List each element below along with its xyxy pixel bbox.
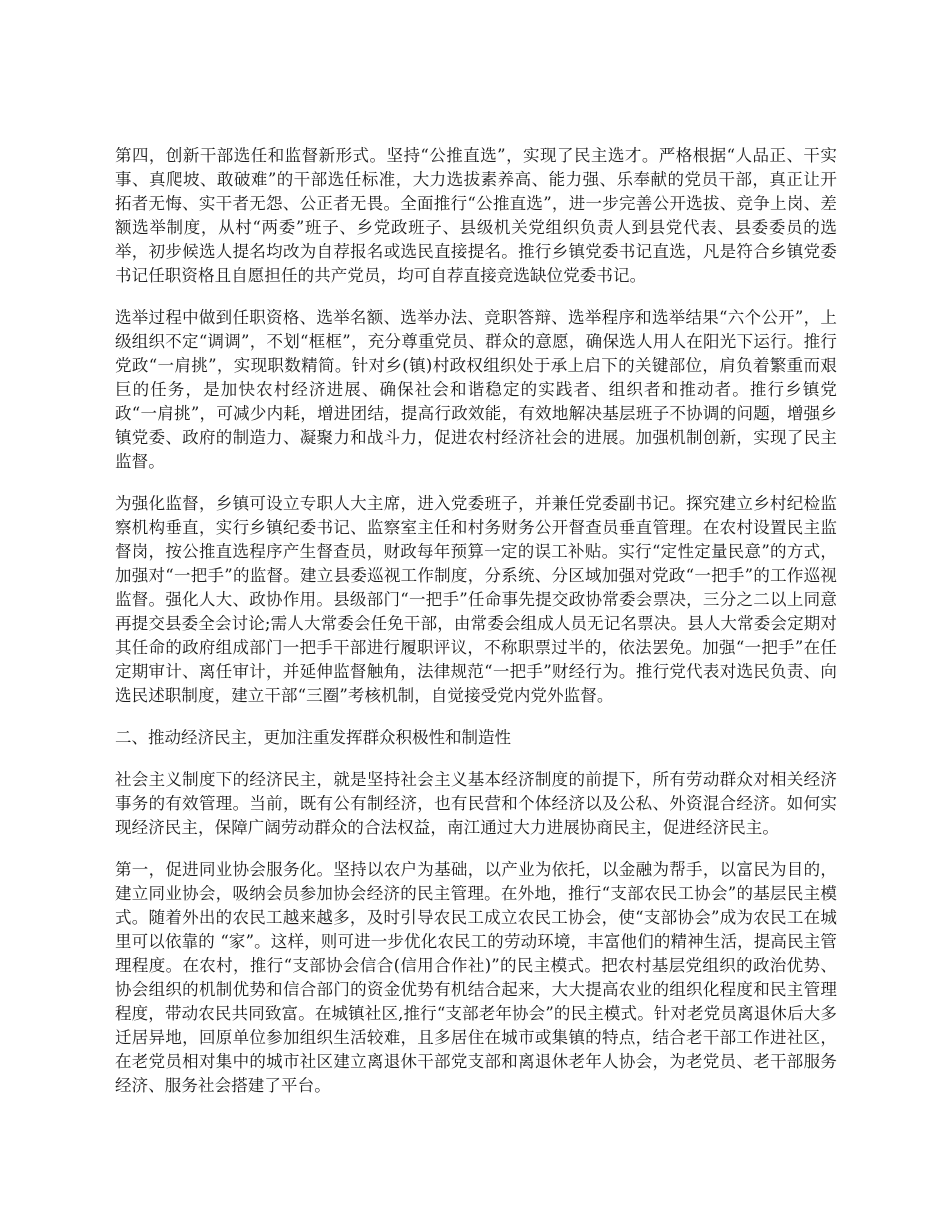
paragraph-election-process: 选举过程中做到任职资格、选举名额、选举办法、竞职答辩、选举程序和选举结果“六个公开”，上级组织不定“调调”，不划“框框”，充分尊重党员、群众的意愿，确保选人用人在阳光下运行。推行党政“一肩挑”，实现职数精简。针对乡(镇)村政权组织处于承上启下的关键部位，肩负着繁重而艰巨的任务，是加快农村经济进展、确保社会和谐稳定的实践者、组织者和推动者。推行乡镇党政“一肩挑”，可减少内耗，增进团结，提高行政效能，有效地解决基层班子不协调的问题，增强乡镇党委、政府的制造力、凝聚力和战斗力，促进农村经济社会的进展。加强机制创新，实现了民主监督。 [115,308,837,471]
paragraph-supervision: 为强化监督，乡镇可设立专职人大主席，进入党委班子，并兼任党委副书记。探究建立乡村纪检监察机构垂直，实行乡镇纪委书记、监察室主任和村务财务公开督查员垂直管理。在农村设置民主监督岗，按公推直选程序产生督查员，财政每年预算一定的误工补贴。实行“定性定量民意”的方式，加强对“一把手”的监督。建立县委巡视工作制度，分系统、分区域加强对党政“一把手”的工作巡视监督。强化人大、政协作用。县级部门“一把手”任命事先提交政协常委会票决，三分之二以上同意再提交县委全会讨论;需人大常委会任免干部，由常委会组成人员无记名票决。县人大常委会定期对其任命的政府组成部门一把手干部进行履职评议，不称职票过半的，依法罢免。加强“一把手”在任定期审计、离任审计，并延伸监督触角，法律规范“一把手”财经行为。推行党代表对选民负责、向选民述职制度，建立干部“三圈”考核机制，自觉接受党内党外监督。 [115,494,837,705]
paragraph-industry-associations: 第一，促进同业协会服务化。坚持以农户为基础，以产业为依托，以金融为帮手，以富民为目的，建立同业协会，吸纳会员参加协会经济的民主管理。在外地，推行“支部农民工协会”的基层民主模式。随着外出的农民工越来越多，及时引导农民工成立农民工协会，使“支部协会”成为农民工在城里可以依靠的 “家”。这样，则可进一步优化农民工的劳动环境，丰富他们的精神生活，提高民主管理程度。在农村，推行“支部协会信合(信用合作社)”的民主模式。把农村基层党组织的政治优势、协会组织的机制优势和信合部门的资金优势有机结合起来，大大提高农业的组织化程度和民主管理程度，带动农民共同致富。在城镇社区,推行“支部老年协会”的民主模式。针对老党员离退休后大多迁居异地，回原单位参加组织生活较难，且多居住在城市或集镇的特点，结合老干部工作进社区，在老党员相对集中的城市社区建立离退休干部党支部和离退休老年人协会，为老党员、老干部服务经济、服务社会搭建了平台。 [115,860,837,1095]
paragraph-cadre-selection: 第四，创新干部选任和监督新形式。坚持“公推直选”，实现了民主选才。严格根据“人品正、干实事、真爬坡、敢破难”的干部选任标准，大力选拔素养高、能力强、乐奉献的党员干部，真正让开拓者无悔、实干者无怨、公正者无畏。全面推行“公推直选”，进一步完善公开选拔、竞争上岗、差额选举制度，从村“两委”班子、乡党政班子、县级机关党组织负责人到县党代表、县委委员的选举，初步候选人提名均改为自荐报名或选民直接提名。推行乡镇党委书记直选，凡是符合乡镇党委书记任职资格且自愿担任的共产党员，均可自荐直接竞选缺位党委书记。 [115,146,837,285]
document-page [115,144,837,1116]
section-heading-economic-democracy: 二、推动经济民主，更加注重发挥群众积极性和制造性 [115,728,511,747]
paragraph-economic-democracy: 社会主义制度下的经济民主，就是坚持社会主义基本经济制度的前提下，所有劳动群众对相关经济事务的有效管理。当前，既有公有制经济，也有民营和个体经济以及公私、外资混合经济。如何实现经济民主，保障广阔劳动群众的合法权益，南江通过大力进展协商民主，促进经济民主。 [115,770,837,837]
